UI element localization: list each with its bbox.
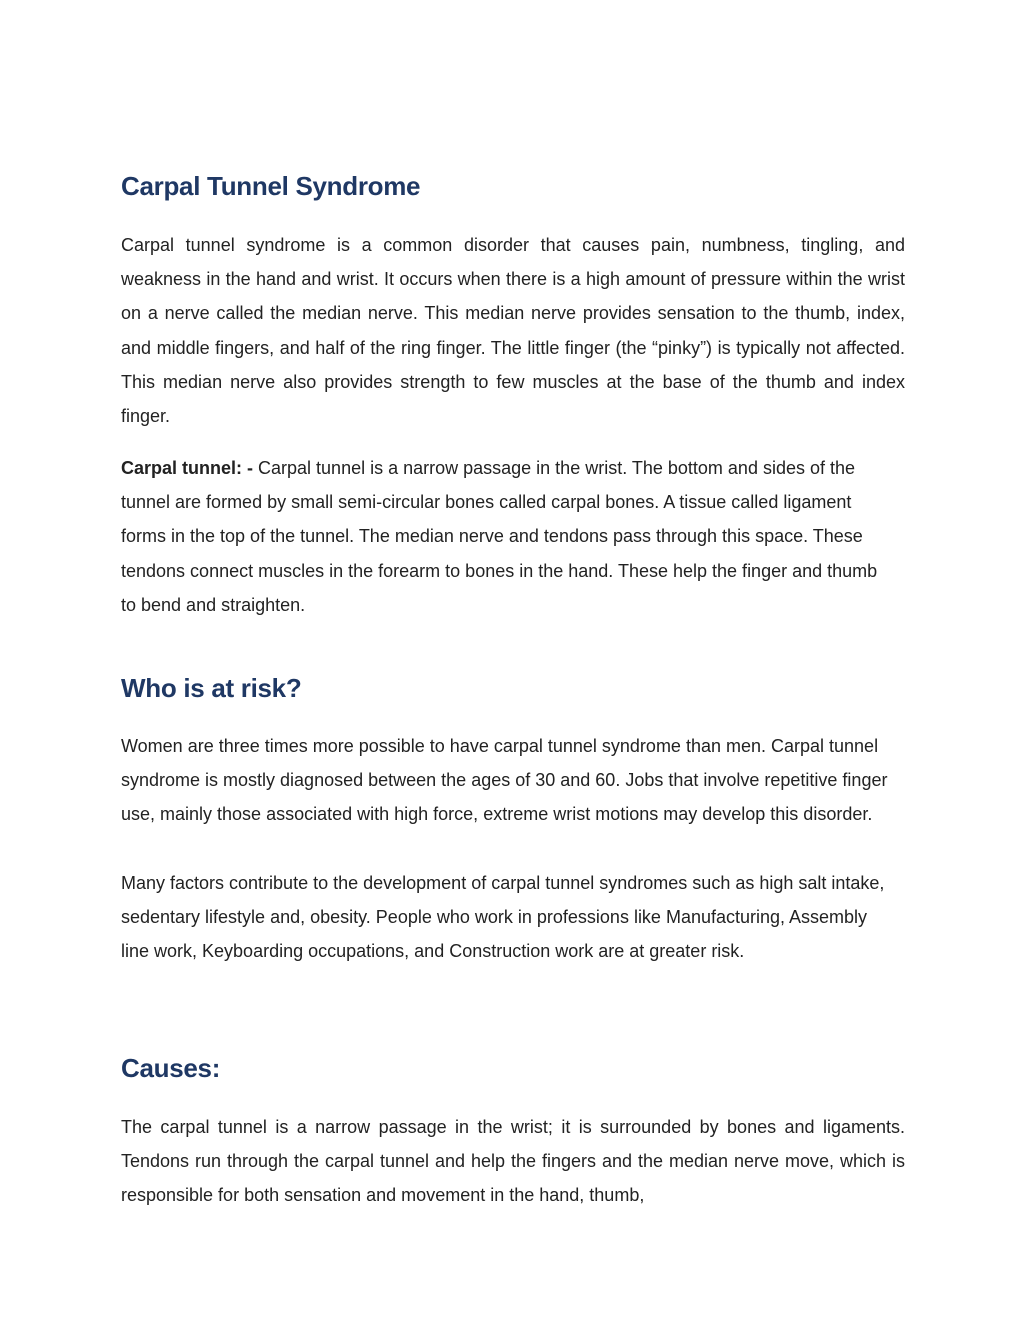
page-title: Carpal Tunnel Syndrome <box>121 171 421 201</box>
intro-paragraph: Carpal tunnel syndrome is a common disorder that causes pain, numbness, tingling, and weakness in the hand and wrist. It occurs when there is a high amount of pressure within the wrist on a nerve called the median nerve. This median nerve provides sensation to the thumb, index, and middle fingers, and half of the ring finger. The little finger (the “pinky”) is typically not affected. This median nerve also provides strength to few muscles at the base of the thumb and index finger. <box>121 235 905 427</box>
risk-paragraph-1: Women are three times more possible to have carpal tunnel syndrome than men. Carpal tunnel syndrome is mostly diagnosed between the ages of 30 and 60. Jobs that involve repetitive finger use, mainly those associated with high force, extreme wrist motions may develop this disorder. <box>121 736 888 825</box>
risk-heading: Who is at risk? <box>121 673 302 703</box>
carpal-tunnel-definition <box>121 451 891 622</box>
risk-paragraph-2: Many factors contribute to the development of carpal tunnel syndromes such as high salt intake, sedentary lifestyle and, obesity. People who work in professions like Manufacturing, Assembly line work, Keyboarding occupations, and Construction work are at greater risk. <box>121 873 885 962</box>
causes-paragraph: The carpal tunnel is a narrow passage in the wrist; it is surrounded by bones and ligaments. Tendons run through the carpal tunnel and help the fingers and the median nerve move, which is responsible for both sensation and movement in the hand, thumb, <box>121 1117 905 1206</box>
definition-term: Carpal tunnel: - <box>121 458 254 478</box>
definition-text: Carpal tunnel is a narrow passage in the wrist. The bottom and sides of the tunnel are formed by small semi-circular bones called carpal bones. A tissue called ligament forms in the top of the tunnel. The median nerve and tendons pass through this space. These tendons connect muscles in the forearm to bones in the hand. These help the finger and thumb to bend and straighten. <box>121 458 878 615</box>
causes-heading: Causes: <box>121 1053 221 1083</box>
